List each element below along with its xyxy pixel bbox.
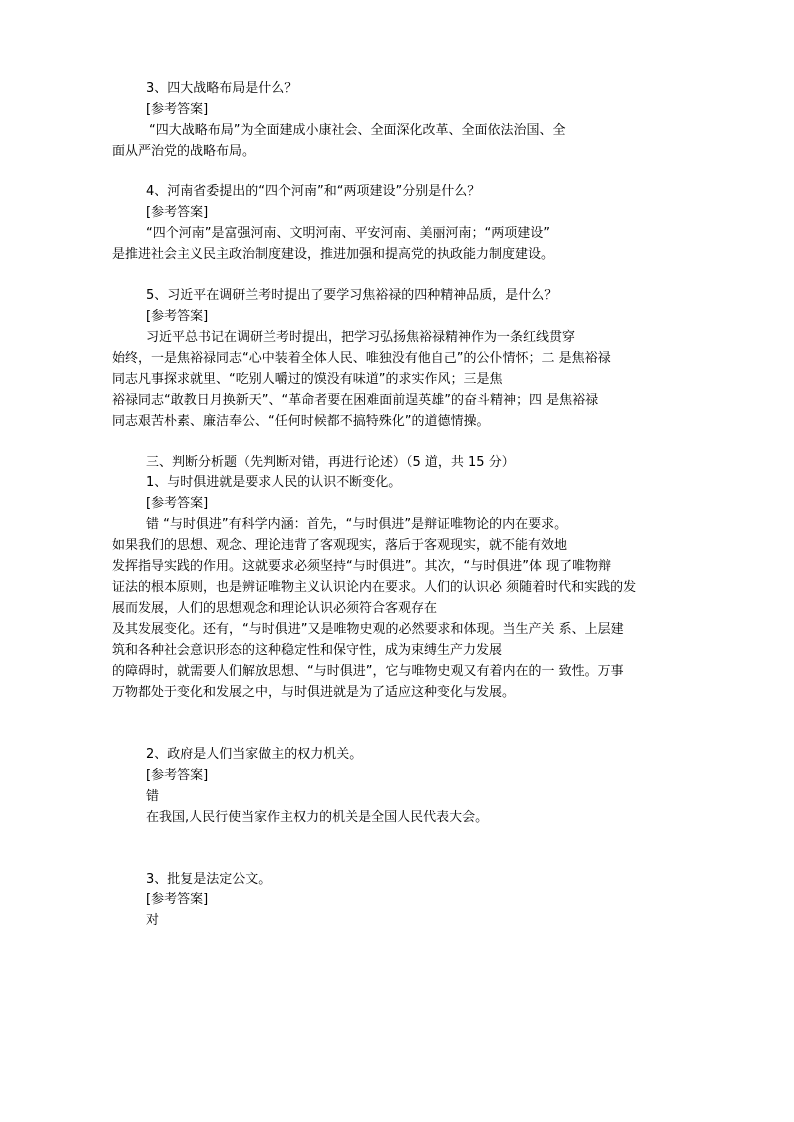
- answer-text: 同志艰苦朴素、廉洁奉公、“任何时候都不搞特殊化”的道德情操。: [112, 414, 490, 429]
- answer-text: 如果我们的思想、观念、理论违背了客观现实，落后于客观现实，就不能有效地: [112, 538, 568, 553]
- answer-text: 裕禄同志“敢教日月换新天”、“革命者要在困难面前逞英雄”的奋斗精神；四 是焦裕禄: [112, 393, 599, 408]
- answer-label: [参考答案]: [146, 205, 209, 220]
- answer-text: 错 “与时俱进”有科学内涵：首先，“与时俱进”是辩证唯物论的内在要求。: [146, 517, 568, 532]
- answer-text: 面从严治党的战略布局。: [112, 144, 256, 159]
- answer-label: [参考答案]: [146, 309, 209, 324]
- section-heading: 三、判断分析题（先判断对错，再进行论述）（5 道，共 15 分）: [146, 455, 515, 470]
- answer-text: 在我国,人民行使当家作主权力的机关是全国人民代表大会。: [146, 810, 489, 825]
- answer-text: 筑和各种社会意识形态的这种稳定性和保守性，成为束缚生产力发展: [112, 643, 503, 658]
- answer-text: “四个河南”是富强河南、文明河南、平安河南、美丽河南；“两项建设”: [146, 226, 550, 241]
- answer-text: 发挥指导实践的作用。这就要求必须坚持“与时俱进”。其次，“与时俱进”体 现了唯物辩: [112, 559, 612, 574]
- judgment-question-1: 1、与时俱进就是要求人民的认识不断变化。: [146, 475, 402, 490]
- judgment-question-2: 2、政府是人们当家做主的权力机关。: [146, 747, 363, 762]
- answer-text: “四大战略布局”为全面建成小康社会、全面深化改革、全面依法治国、全: [149, 123, 566, 138]
- answer-label: [参考答案]: [146, 892, 209, 907]
- answer-text: 及其发展变化。还有，“与时俱进”又是唯物史观的必然要求和体现。当生产关 系、上层建: [112, 622, 624, 637]
- judgment-question-3: 3、批复是法定公文。: [146, 872, 272, 887]
- answer-text: 同志凡事探求就里、“吃别人嚼过的馍没有味道”的求实作风；三是焦: [112, 372, 503, 387]
- answer-text: 展而发展，人们的思想观念和理论认识必须符合客观存在: [112, 601, 438, 616]
- verdict: 错: [146, 789, 160, 804]
- answer-text: 证法的根本原则，也是辨证唯物主义认识论内在要求。人们的认识必 须随着时代和实践的发: [112, 580, 637, 595]
- answer-label: [参考答案]: [146, 496, 209, 511]
- answer-label: [参考答案]: [146, 768, 209, 783]
- answer-text: 是推进社会主义民主政治制度建设，推进加强和提高党的执政能力制度建设。: [112, 247, 555, 262]
- question-4: 4、河南省委提出的“四个河南”和“两项建设”分别是什么？: [146, 184, 481, 199]
- answer-text: 万物都处于变化和发展之中，与时俱进就是为了适应这种变化与发展。: [112, 685, 516, 700]
- question-3: 3、四大战略布局是什么？: [146, 81, 298, 96]
- answer-text: 始终，一是焦裕禄同志“心中装着全体人民、唯独没有他自己”的公仆情怀；二 是焦裕禄: [112, 351, 611, 366]
- question-5: 5、习近平在调研兰考时提出了要学习焦裕禄的四种精神品质，是什么？: [146, 288, 558, 303]
- verdict: 对: [146, 913, 160, 928]
- answer-text: 的障碍时，就需要人们解放思想、“与时俱进”，它与唯物史观又有着内在的一 致性。万事: [112, 664, 624, 679]
- answer-text: 习近平总书记在调研兰考时提出，把学习弘扬焦裕禄精神作为一条红线贯穿: [146, 330, 576, 345]
- answer-label: [参考答案]: [146, 102, 209, 117]
